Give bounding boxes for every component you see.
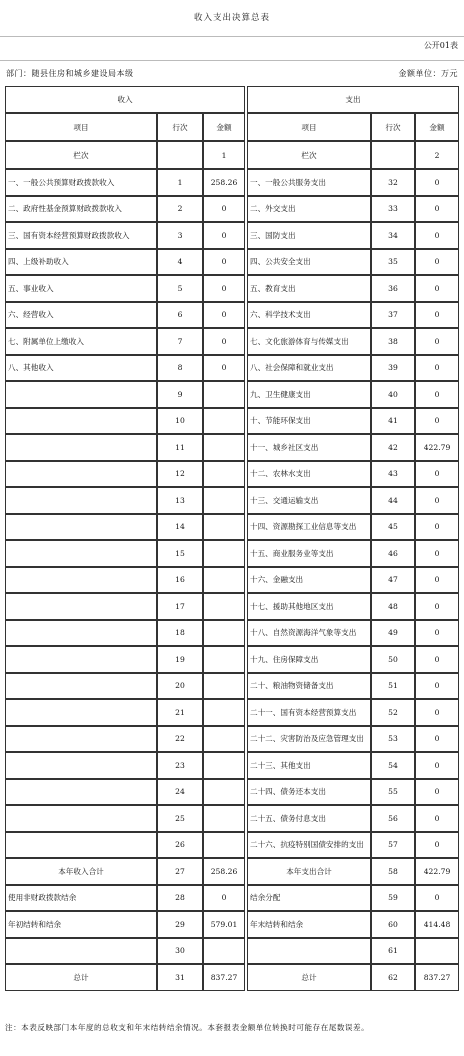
expense-line-cell: 41 — [371, 408, 415, 435]
income-amount-cell — [203, 673, 245, 700]
income-item-cell — [5, 726, 157, 753]
table-row — [5, 620, 459, 647]
expense-line-cell: 54 — [371, 752, 415, 779]
expense-amount-cell: 0 — [415, 275, 459, 302]
expense-column-number: 2 — [415, 141, 459, 169]
income-line-cell: 28 — [157, 885, 203, 912]
expense-amount-cell: 0 — [415, 169, 459, 196]
expense-amount-cell: 0 — [415, 779, 459, 806]
expense-amount-cell: 0 — [415, 196, 459, 223]
amount-unit-label: 金额单位：万元 — [398, 69, 458, 78]
expense-item-cell: 二、外交支出 — [247, 196, 371, 223]
expense-line-cell: 58 — [371, 858, 415, 885]
income-line-cell: 16 — [157, 567, 203, 594]
footnote: 注：本表反映部门本年度的总收支和年末结转结余情况。本套报表金额单位转换时可能存在尾数误差。 — [5, 1023, 370, 1032]
income-line-cell: 30 — [157, 938, 203, 965]
income-line-cell: 22 — [157, 726, 203, 753]
report-title: 收入支出决算总表 — [193, 13, 270, 23]
income-amount-cell: 837.27 — [203, 964, 245, 991]
expense-amount-cell: 0 — [415, 726, 459, 753]
income-item-cell: 一、一般公共预算财政拨款收入 — [5, 169, 157, 196]
income-item-cell — [5, 487, 157, 514]
income-line-cell: 15 — [157, 540, 203, 567]
expense-amount-cell: 0 — [415, 805, 459, 832]
expense-item-cell: 三、国防支出 — [247, 222, 371, 249]
expense-item-cell: 六、科学技术支出 — [247, 302, 371, 329]
table-row — [5, 381, 459, 408]
expense-item-cell: 八、社会保障和就业支出 — [247, 355, 371, 382]
expense-amount-cell: 0 — [415, 885, 459, 912]
table-row — [5, 408, 459, 435]
income-item-cell — [5, 540, 157, 567]
income-amount-cell: 258.26 — [203, 858, 245, 885]
income-item-cell: 七、附属单位上缴收入 — [5, 328, 157, 355]
table-row — [5, 885, 459, 912]
income-item-cell — [5, 381, 157, 408]
income-amount-cell — [203, 434, 245, 461]
income-line-cell: 29 — [157, 911, 203, 938]
income-line-cell: 25 — [157, 805, 203, 832]
expense-item-cell: 四、公共安全支出 — [247, 249, 371, 276]
income-line-cell: 20 — [157, 673, 203, 700]
table-row — [5, 461, 459, 488]
income-item-cell — [5, 699, 157, 726]
expense-item-cell: 十一、城乡社区支出 — [247, 434, 371, 461]
expense-amount-cell: 0 — [415, 222, 459, 249]
expense-amount-cell: 0 — [415, 620, 459, 647]
expense-line-cell: 51 — [371, 673, 415, 700]
income-line-cell: 5 — [157, 275, 203, 302]
expense-line-cell: 49 — [371, 620, 415, 647]
expense-item-cell: 二十五、债务付息支出 — [247, 805, 371, 832]
expense-item-cell: 十五、商业服务业等支出 — [247, 540, 371, 567]
income-item-cell — [5, 832, 157, 859]
income-amount-cell: 0 — [203, 196, 245, 223]
table-row — [5, 673, 459, 700]
expense-line-cell: 48 — [371, 593, 415, 620]
table-row — [5, 593, 459, 620]
expense-item-cell: 二十一、国有资本经营预算支出 — [247, 699, 371, 726]
income-item-cell: 六、经营收入 — [5, 302, 157, 329]
income-column-row-label: 栏次 — [5, 141, 157, 169]
expense-line-cell: 50 — [371, 646, 415, 673]
table-row — [5, 275, 459, 302]
income-amount-cell — [203, 832, 245, 859]
income-amount-cell: 258.26 — [203, 169, 245, 196]
income-line-header: 行次 — [157, 113, 203, 141]
income-amount-cell: 0 — [203, 885, 245, 912]
income-line-cell: 14 — [157, 514, 203, 541]
expense-amount-cell: 0 — [415, 832, 459, 859]
department-label: 部门：随县住房和城乡建设局本级 — [6, 69, 134, 78]
income-amount-cell — [203, 514, 245, 541]
expense-item-cell: 十四、资源勘探工业信息等支出 — [247, 514, 371, 541]
income-line-cell: 19 — [157, 646, 203, 673]
income-item-cell: 本年收入合计 — [5, 858, 157, 885]
expense-line-cell: 57 — [371, 832, 415, 859]
income-item-cell: 五、事业收入 — [5, 275, 157, 302]
income-amount-cell — [203, 699, 245, 726]
expense-line-cell: 32 — [371, 169, 415, 196]
income-line-cell: 9 — [157, 381, 203, 408]
income-item-cell: 年初结转和结余 — [5, 911, 157, 938]
income-column-number: 1 — [203, 141, 245, 169]
table-row — [5, 832, 459, 859]
income-line-cell: 23 — [157, 752, 203, 779]
expense-line-header: 行次 — [371, 113, 415, 141]
expense-amount-cell: 0 — [415, 646, 459, 673]
income-amount-cell — [203, 567, 245, 594]
income-line-cell: 6 — [157, 302, 203, 329]
income-item-cell — [5, 567, 157, 594]
income-line-cell: 10 — [157, 408, 203, 435]
table-row — [5, 169, 459, 196]
expense-item-cell: 九、卫生健康支出 — [247, 381, 371, 408]
income-amount-cell: 579.01 — [203, 911, 245, 938]
income-item-cell — [5, 434, 157, 461]
expense-line-cell: 56 — [371, 805, 415, 832]
expense-item-cell: 十八、自然资源海洋气象等支出 — [247, 620, 371, 647]
expense-line-cell: 52 — [371, 699, 415, 726]
income-amount-cell: 0 — [203, 222, 245, 249]
expense-amount-cell — [415, 938, 459, 965]
divider — [0, 60, 464, 61]
expense-amount-cell: 0 — [415, 249, 459, 276]
expense-line-cell: 53 — [371, 726, 415, 753]
income-line-cell: 31 — [157, 964, 203, 991]
income-line-cell: 8 — [157, 355, 203, 382]
expense-item-cell: 二十六、抗疫特别国债安排的支出 — [247, 832, 371, 859]
table-row — [5, 328, 459, 355]
income-item-header: 项目 — [5, 113, 157, 141]
expense-line-cell: 61 — [371, 938, 415, 965]
expense-amount-cell: 422.79 — [415, 858, 459, 885]
expense-amount-cell: 0 — [415, 567, 459, 594]
income-item-cell: 总计 — [5, 964, 157, 991]
income-amount-cell: 0 — [203, 302, 245, 329]
income-expense-table — [5, 86, 459, 991]
expense-line-cell: 33 — [371, 196, 415, 223]
expense-line-cell: 40 — [371, 381, 415, 408]
table-row — [5, 911, 459, 938]
expense-amount-cell: 0 — [415, 408, 459, 435]
table-row — [5, 752, 459, 779]
expense-line-cell: 44 — [371, 487, 415, 514]
income-amount-cell — [203, 726, 245, 753]
form-number: 公开01表 — [423, 41, 458, 50]
income-item-cell — [5, 673, 157, 700]
table-row — [5, 355, 459, 382]
income-item-cell — [5, 938, 157, 965]
table-row — [5, 964, 459, 991]
expense-line-cell: 62 — [371, 964, 415, 991]
income-line-cell: 7 — [157, 328, 203, 355]
income-line-cell: 26 — [157, 832, 203, 859]
expense-item-cell: 总计 — [247, 964, 371, 991]
income-amount-cell — [203, 805, 245, 832]
expense-item-cell: 十六、金融支出 — [247, 567, 371, 594]
expense-item-cell: 二十三、其他支出 — [247, 752, 371, 779]
expense-item-cell: 二十、粮油物资储备支出 — [247, 673, 371, 700]
table-row — [5, 249, 459, 276]
expense-line-cell: 55 — [371, 779, 415, 806]
expense-amount-cell: 0 — [415, 355, 459, 382]
income-amount-cell: 0 — [203, 328, 245, 355]
expense-amount-cell: 0 — [415, 673, 459, 700]
expense-column-row-line — [371, 141, 415, 169]
income-line-cell: 11 — [157, 434, 203, 461]
expense-item-cell: 十三、交通运输支出 — [247, 487, 371, 514]
expense-amount-cell: 414.48 — [415, 911, 459, 938]
table-row — [5, 726, 459, 753]
expense-item-cell: 十九、住房保障支出 — [247, 646, 371, 673]
expense-line-cell: 59 — [371, 885, 415, 912]
expense-amount-cell: 0 — [415, 381, 459, 408]
table-row — [5, 222, 459, 249]
expense-amount-cell: 0 — [415, 699, 459, 726]
income-line-cell: 2 — [157, 196, 203, 223]
income-item-cell: 八、其他收入 — [5, 355, 157, 382]
income-amount-cell — [203, 408, 245, 435]
income-item-cell — [5, 779, 157, 806]
income-line-cell: 12 — [157, 461, 203, 488]
expense-item-cell: 二十四、债务还本支出 — [247, 779, 371, 806]
income-line-cell: 21 — [157, 699, 203, 726]
income-amount-cell — [203, 487, 245, 514]
expense-line-cell: 46 — [371, 540, 415, 567]
income-column-row-line — [157, 141, 203, 169]
table-row — [5, 302, 459, 329]
income-item-cell: 二、政府性基金预算财政拨款收入 — [5, 196, 157, 223]
expense-item-cell: 七、文化旅游体育与传媒支出 — [247, 328, 371, 355]
table-row — [5, 779, 459, 806]
expense-amount-cell: 0 — [415, 593, 459, 620]
expense-column-row-label: 栏次 — [247, 141, 371, 169]
expense-amount-cell: 0 — [415, 461, 459, 488]
income-item-cell — [5, 408, 157, 435]
income-amount-cell: 0 — [203, 355, 245, 382]
expense-item-cell: 十、节能环保支出 — [247, 408, 371, 435]
expense-amount-cell: 0 — [415, 752, 459, 779]
table-row — [5, 487, 459, 514]
income-item-cell: 三、国有资本经营预算财政拨款收入 — [5, 222, 157, 249]
expense-line-cell: 43 — [371, 461, 415, 488]
expense-item-cell — [247, 938, 371, 965]
income-amount-cell: 0 — [203, 249, 245, 276]
expense-item-cell: 结余分配 — [247, 885, 371, 912]
expense-line-cell: 39 — [371, 355, 415, 382]
table-row — [5, 196, 459, 223]
expense-section-header: 支出 — [247, 86, 459, 113]
expense-item-cell: 五、教育支出 — [247, 275, 371, 302]
table-row — [5, 434, 459, 461]
income-item-cell — [5, 646, 157, 673]
expense-item-cell: 十二、农林水支出 — [247, 461, 371, 488]
expense-line-cell: 38 — [371, 328, 415, 355]
income-item-cell — [5, 593, 157, 620]
income-line-cell: 18 — [157, 620, 203, 647]
income-item-cell — [5, 805, 157, 832]
expense-item-cell: 年末结转和结余 — [247, 911, 371, 938]
expense-line-cell: 45 — [371, 514, 415, 541]
income-line-cell: 4 — [157, 249, 203, 276]
income-amount-cell — [203, 752, 245, 779]
income-item-cell — [5, 620, 157, 647]
income-amount-cell — [203, 461, 245, 488]
income-line-cell: 3 — [157, 222, 203, 249]
income-amount-cell — [203, 620, 245, 647]
expense-line-cell: 37 — [371, 302, 415, 329]
divider — [0, 36, 464, 37]
income-amount-cell — [203, 540, 245, 567]
table-row — [5, 514, 459, 541]
expense-item-header: 项目 — [247, 113, 371, 141]
expense-item-cell: 二十二、灾害防治及应急管理支出 — [247, 726, 371, 753]
expense-line-cell: 34 — [371, 222, 415, 249]
table-row — [5, 858, 459, 885]
income-amount-cell — [203, 779, 245, 806]
income-line-cell: 1 — [157, 169, 203, 196]
table-row — [5, 805, 459, 832]
expense-item-cell: 本年支出合计 — [247, 858, 371, 885]
expense-item-cell: 一、一般公共服务支出 — [247, 169, 371, 196]
expense-amount-cell: 837.27 — [415, 964, 459, 991]
income-amount-cell — [203, 938, 245, 965]
income-section-header: 收入 — [5, 86, 245, 113]
table-row — [5, 699, 459, 726]
expense-line-cell: 36 — [371, 275, 415, 302]
expense-amount-cell: 422.79 — [415, 434, 459, 461]
table-row — [5, 646, 459, 673]
income-item-cell — [5, 461, 157, 488]
income-item-cell — [5, 514, 157, 541]
income-amount-cell: 0 — [203, 275, 245, 302]
income-amount-cell — [203, 593, 245, 620]
income-amount-header: 金额 — [203, 113, 245, 141]
income-line-cell: 13 — [157, 487, 203, 514]
expense-item-cell: 十七、援助其他地区支出 — [247, 593, 371, 620]
income-line-cell: 24 — [157, 779, 203, 806]
income-item-cell: 使用非财政拨款结余 — [5, 885, 157, 912]
income-line-cell: 17 — [157, 593, 203, 620]
expense-amount-cell: 0 — [415, 328, 459, 355]
income-amount-cell — [203, 646, 245, 673]
expense-amount-cell: 0 — [415, 514, 459, 541]
table-row — [5, 567, 459, 594]
table-row — [5, 540, 459, 567]
income-item-cell: 四、上级补助收入 — [5, 249, 157, 276]
expense-amount-cell: 0 — [415, 302, 459, 329]
expense-line-cell: 60 — [371, 911, 415, 938]
expense-line-cell: 35 — [371, 249, 415, 276]
expense-amount-cell: 0 — [415, 540, 459, 567]
income-amount-cell — [203, 381, 245, 408]
income-line-cell: 27 — [157, 858, 203, 885]
expense-amount-header: 金额 — [415, 113, 459, 141]
expense-amount-cell: 0 — [415, 487, 459, 514]
expense-line-cell: 47 — [371, 567, 415, 594]
income-item-cell — [5, 752, 157, 779]
expense-line-cell: 42 — [371, 434, 415, 461]
table-row — [5, 938, 459, 965]
